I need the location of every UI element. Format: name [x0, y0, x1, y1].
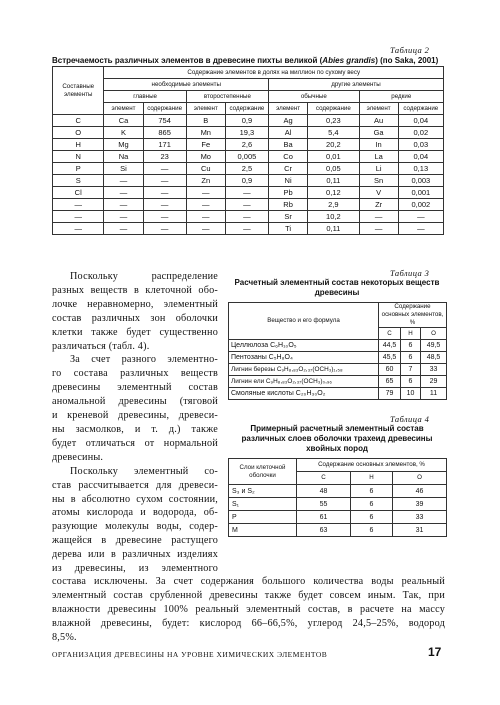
table-cell: 0,9: [225, 115, 268, 127]
table-cell: 6: [351, 511, 393, 524]
table-row: [53, 139, 444, 151]
table-cell: H: [53, 139, 104, 151]
table-cell: S: [53, 175, 104, 187]
table4-layer-composition: [228, 458, 447, 537]
col-header-component: Составные элементы: [53, 67, 104, 115]
col-header-usual: обычные: [269, 91, 360, 103]
body-text-full: [52, 575, 445, 645]
table-cell: —: [186, 199, 225, 211]
col-header-content: Содержание основных элементов, %: [297, 459, 447, 472]
table-cell: Лигнин ели C₉H₈,₈₃O₂,₃₇(OCH₃)₀,₉₆: [229, 376, 379, 388]
table-cell: —: [143, 199, 186, 211]
table-cell: 6: [351, 498, 393, 511]
table-row: [53, 199, 444, 211]
table-cell: —: [53, 223, 104, 235]
table-cell: P: [229, 511, 297, 524]
text-line: различаться (табл. 4).: [52, 340, 150, 352]
col-header-content: Содержание элементов в долях на миллион по сухому весу: [104, 67, 444, 79]
table-row: [229, 524, 447, 537]
text-line: состава исключены. За счет содержания большого количества воды реальный: [52, 576, 445, 587]
table-cell: 29: [421, 376, 447, 388]
table-cell: 60: [379, 364, 401, 376]
table-cell: Cl: [53, 187, 104, 199]
table-row: [53, 127, 444, 139]
table-cell: —: [225, 223, 268, 235]
col-header-necessary: необходимые элементы: [104, 79, 269, 91]
table-cell: —: [104, 175, 143, 187]
col-header-secondary: второстепенные: [186, 91, 268, 103]
col-header-content: Содержание основных элементов, %: [379, 303, 447, 328]
table-cell: Лигнин березы C₉H₈,₈₃O₂,₃₇(OCH₃)₁,₅₈: [229, 364, 379, 376]
table-row: [53, 223, 444, 235]
table-cell: 7: [401, 364, 421, 376]
col-header-amount: содержание: [143, 103, 186, 115]
table-cell: Pb: [269, 187, 308, 199]
table-cell: 0,23: [308, 115, 359, 127]
table-row: [229, 376, 447, 388]
table-cell: Sr: [269, 211, 308, 223]
text-line: За счет разного элементно-: [70, 354, 218, 366]
table-cell: —: [186, 211, 225, 223]
table2-title: Встречаемость различных элементов в древесине пихты великой (Abies grandis) (по Saka, 2001): [52, 56, 439, 65]
table-cell: Co: [269, 151, 308, 163]
text-line: древесины элементный состав: [52, 382, 218, 394]
table-cell: —: [186, 223, 225, 235]
table-cell: 10: [401, 388, 421, 400]
table-cell: —: [225, 199, 268, 211]
table-cell: Sn: [359, 175, 398, 187]
table-cell: V: [359, 187, 398, 199]
table-cell: Ca: [104, 115, 143, 127]
table-cell: 754: [143, 115, 186, 127]
table-cell: —: [104, 199, 143, 211]
table-cell: 6: [351, 485, 393, 498]
table-cell: Li: [359, 163, 398, 175]
table-cell: Na: [104, 151, 143, 163]
table-row: [53, 151, 444, 163]
table-cell: —: [53, 211, 104, 223]
table-cell: N: [53, 151, 104, 163]
table-cell: S₃ и S₂: [229, 485, 297, 498]
col-header-o: O: [393, 472, 447, 485]
table-cell: 33: [393, 511, 447, 524]
table-row: [229, 511, 447, 524]
table-cell: S₁: [229, 498, 297, 511]
table-cell: 0,12: [308, 187, 359, 199]
col-header-h: H: [351, 472, 393, 485]
table-cell: 31: [393, 524, 447, 537]
text-line: став рассчитывается для древеси-: [52, 479, 218, 491]
col-header-element: элемент: [359, 103, 398, 115]
table-row: [229, 340, 447, 352]
table-cell: Ga: [359, 127, 398, 139]
table-cell: —: [143, 187, 186, 199]
col-header-h: H: [401, 328, 421, 340]
text-line: элементный состав срубленной древесины также будет совсем иным. Так, при: [52, 589, 445, 601]
text-line: дерева или в различных изделиях: [52, 549, 218, 561]
table-row: [229, 388, 447, 400]
table-cell: 0,9: [225, 175, 268, 187]
table-cell: —: [186, 187, 225, 199]
table-cell: Смоляные кислоты C₂₀H₃₀O₂: [229, 388, 379, 400]
table-cell: 0,001: [398, 187, 443, 199]
col-header-element: элемент: [269, 103, 308, 115]
table-row: [229, 364, 447, 376]
table2-element-occurrence: [52, 66, 444, 235]
table-cell: Mo: [186, 151, 225, 163]
text-line: го состава различных веществ: [52, 368, 218, 380]
table-row: [229, 352, 447, 364]
table-cell: 0,04: [398, 151, 443, 163]
table-cell: 33: [421, 364, 447, 376]
table-cell: O: [53, 127, 104, 139]
text-line: и креневой древесины, древеси-: [52, 410, 218, 422]
col-header-amount: содержание: [398, 103, 443, 115]
table-cell: —: [225, 187, 268, 199]
table-cell: —: [359, 223, 398, 235]
table-cell: 5,4: [308, 127, 359, 139]
table-cell: In: [359, 139, 398, 151]
table-cell: Cr: [269, 163, 308, 175]
table-cell: 0,11: [308, 223, 359, 235]
table3-substance-composition: [228, 302, 447, 400]
table-cell: K: [104, 127, 143, 139]
col-header-c: C: [379, 328, 401, 340]
table-row: [53, 187, 444, 199]
table-cell: 49,5: [421, 340, 447, 352]
table4-caption: Таблица 4: [390, 414, 430, 424]
table-cell: Пентозаны C₅H₈O₄: [229, 352, 379, 364]
table-row: [53, 163, 444, 175]
table-cell: 0,11: [308, 175, 359, 187]
table-cell: —: [225, 211, 268, 223]
table3-title: Расчетный элементный состав некоторых веществ древесины: [234, 278, 440, 297]
table-cell: —: [143, 175, 186, 187]
table-row: [53, 115, 444, 127]
text-line: атомы кислорода и водорода, об-: [52, 507, 218, 519]
text-line: будет отличаться от нормальной: [52, 437, 218, 449]
table-cell: —: [143, 211, 186, 223]
table-cell: Mn: [186, 127, 225, 139]
col-header-amount: содержание: [308, 103, 359, 115]
text-line: лочке неравномерно, элементный: [52, 298, 218, 310]
table-cell: Zn: [186, 175, 225, 187]
table-cell: 19,3: [225, 127, 268, 139]
table-cell: —: [143, 223, 186, 235]
table-row: [53, 211, 444, 223]
text-line: аномальной древесины (тяговой: [52, 396, 218, 408]
table2-caption: Таблица 2: [390, 45, 430, 55]
text-line: ны засмолков, и т. д.) также: [52, 423, 218, 435]
table-cell: 0,005: [225, 151, 268, 163]
table-cell: —: [398, 211, 443, 223]
table-cell: P: [53, 163, 104, 175]
text-line: влажной древесины, будет: кислород 66–66,5%, углерод 24,5–25%, водород: [52, 617, 445, 629]
table-cell: 0,04: [398, 115, 443, 127]
table-cell: C: [53, 115, 104, 127]
table-cell: 0,002: [398, 199, 443, 211]
table-cell: 48: [297, 485, 351, 498]
table-cell: 11: [421, 388, 447, 400]
col-header-other: другие элементы: [269, 79, 444, 91]
table-cell: Si: [104, 163, 143, 175]
table-row: [229, 498, 447, 511]
text-line: ны в абсолютно сухом состоянии,: [52, 493, 218, 505]
table-cell: Al: [269, 127, 308, 139]
table-cell: 45,5: [379, 352, 401, 364]
col-header-substance: Вещество и его формула: [229, 303, 379, 340]
table-cell: —: [104, 211, 143, 223]
table-cell: —: [143, 163, 186, 175]
table-cell: 79: [379, 388, 401, 400]
table-cell: 20,2: [308, 139, 359, 151]
table-cell: 0,01: [308, 151, 359, 163]
table-cell: 6: [401, 352, 421, 364]
table-cell: 0,03: [398, 139, 443, 151]
table-cell: M: [229, 524, 297, 537]
table-cell: —: [53, 199, 104, 211]
table-row: [53, 175, 444, 187]
table-cell: 39: [393, 498, 447, 511]
table-cell: Cu: [186, 163, 225, 175]
table-cell: 0,13: [398, 163, 443, 175]
text-line: Поскольку распределение: [70, 271, 218, 282]
table-cell: 10,2: [308, 211, 359, 223]
text-line: из древесины, из элементного: [52, 563, 218, 575]
table-cell: 63: [297, 524, 351, 537]
text-line: 8,5%.: [52, 631, 77, 643]
col-header-c: C: [297, 472, 351, 485]
table-cell: 55: [297, 498, 351, 511]
table-cell: 6: [351, 524, 393, 537]
table-cell: —: [104, 187, 143, 199]
col-header-layer: Слои клеточной оболочки: [229, 459, 297, 485]
table-cell: Ti: [269, 223, 308, 235]
text-line: древесины.: [52, 451, 104, 463]
table-cell: Zr: [359, 199, 398, 211]
table-cell: 61: [297, 511, 351, 524]
text-line: клетки также будет существенно: [52, 326, 218, 338]
body-text-column: [52, 270, 218, 576]
table3-caption: Таблица 3: [390, 268, 430, 278]
table-cell: Целлюлоза C₆H₁₀O₅: [229, 340, 379, 352]
table-cell: Ag: [269, 115, 308, 127]
page-number: 17: [428, 645, 442, 659]
table-cell: 171: [143, 139, 186, 151]
text-line: жащейся в древесине растущего: [52, 535, 218, 547]
table-cell: Ba: [269, 139, 308, 151]
table-cell: Au: [359, 115, 398, 127]
col-header-element: элемент: [186, 103, 225, 115]
table-cell: 2,5: [225, 163, 268, 175]
col-header-amount: содержание: [225, 103, 268, 115]
table-row: [229, 485, 447, 498]
table-cell: 48,5: [421, 352, 447, 364]
table-cell: 0,003: [398, 175, 443, 187]
table-cell: 2,6: [225, 139, 268, 151]
table-cell: 6: [401, 376, 421, 388]
text-line: разных веществ в клеточной обо-: [52, 284, 218, 296]
table-cell: 65: [379, 376, 401, 388]
table-cell: 0,05: [308, 163, 359, 175]
col-header-o: O: [421, 328, 447, 340]
table-cell: Rb: [269, 199, 308, 211]
running-footer-title: ОРГАНИЗАЦИЯ ДРЕВЕСИНЫ НА УРОВНЕ ХИМИЧЕСКИХ ЭЛЕМЕНТОВ: [52, 650, 328, 659]
table-cell: —: [398, 223, 443, 235]
table-cell: La: [359, 151, 398, 163]
text-line: влажности древесины 100% реальный элементный состав, в расчете на массу: [52, 603, 445, 615]
text-line: Поскольку элементный со-: [70, 465, 218, 477]
table4-title: Примерный расчетный элементный состав различных слоев оболочки трахеид древесины хвойных пород: [241, 424, 433, 453]
table-cell: 865: [143, 127, 186, 139]
col-header-main: главные: [104, 91, 186, 103]
table-cell: 44,5: [379, 340, 401, 352]
table-cell: —: [104, 223, 143, 235]
table-cell: Ni: [269, 175, 308, 187]
table-cell: Fe: [186, 139, 225, 151]
table-cell: B: [186, 115, 225, 127]
col-header-element: элемент: [104, 103, 143, 115]
table-cell: Mg: [104, 139, 143, 151]
text-line: состав различных зон оболочки: [52, 312, 218, 324]
text-line: разующие молекулы воды, содер-: [52, 521, 218, 533]
table-cell: 46: [393, 485, 447, 498]
table-cell: 2,9: [308, 199, 359, 211]
col-header-rare: редкие: [359, 91, 443, 103]
table-cell: 6: [401, 340, 421, 352]
table-cell: 0,02: [398, 127, 443, 139]
table-cell: 23: [143, 151, 186, 163]
table-cell: —: [359, 211, 398, 223]
